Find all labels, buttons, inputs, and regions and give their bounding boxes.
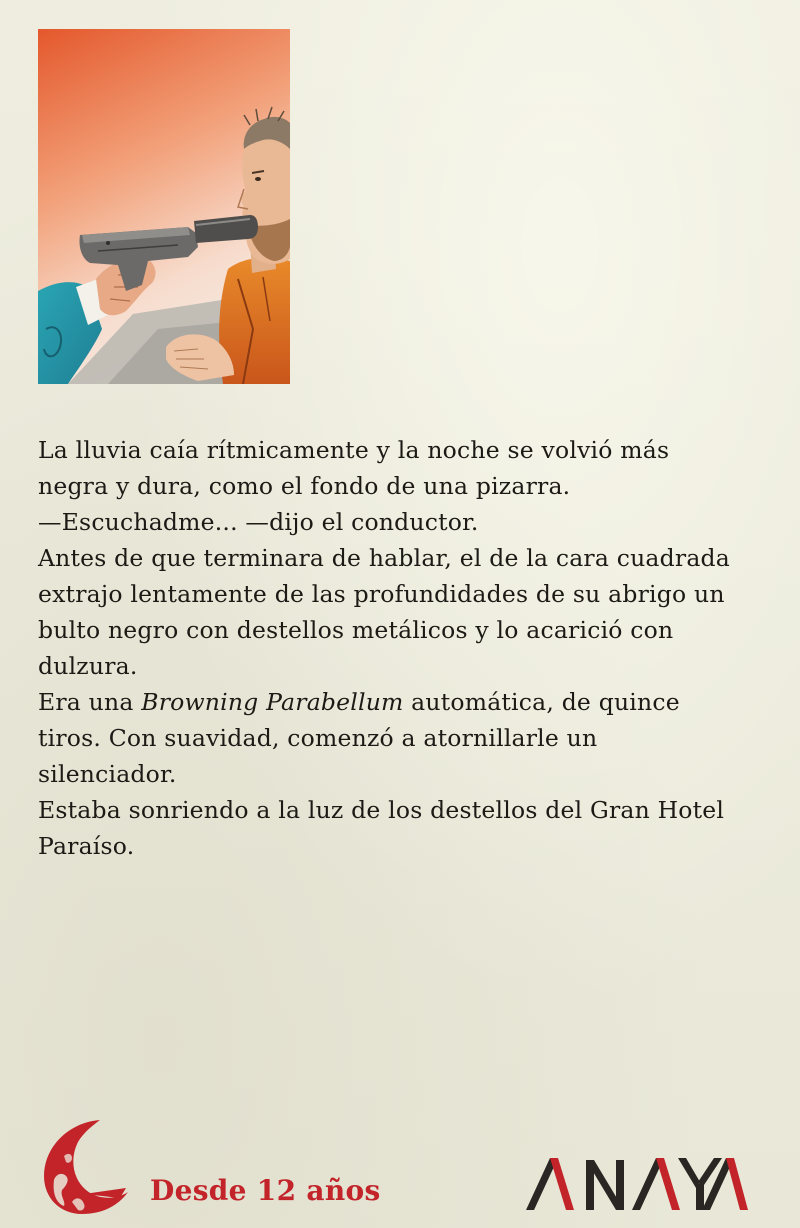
synopsis-paragraph: Antes de que terminara de hablar, el de la cara cuadrada extrajo lentamente de las profundidades de su abrigo un bulto negro con destellos metálicos y lo acarició con dulzura. bbox=[38, 544, 730, 680]
synopsis-text-run: Era una bbox=[38, 688, 142, 716]
anaya-logo bbox=[522, 1156, 750, 1212]
red-crescent-moon-logo bbox=[36, 1118, 132, 1216]
gun-to-mouth-illustration bbox=[38, 29, 290, 384]
age-recommendation: Desde 12 años bbox=[150, 1174, 381, 1207]
synopsis-paragraph: La lluvia caía rítmicamente y la noche se volvió más negra y dura, como el fondo de una pizarra. bbox=[38, 436, 670, 500]
synopsis-text-run: automática, de quince tiros. Con suavidad, comenzó a atornillarle un silenciador. bbox=[38, 688, 680, 788]
synopsis-paragraph: —Escuchadme... —dijo el conductor. bbox=[38, 508, 479, 536]
gun-model-emphasis: Browning Parabellum bbox=[141, 688, 404, 716]
cover-illustration bbox=[38, 29, 290, 384]
synopsis-paragraph bbox=[38, 684, 738, 792]
synopsis-paragraph: Estaba sonriendo a la luz de los destellos del Gran Hotel Paraíso. bbox=[38, 796, 725, 860]
synopsis-text bbox=[38, 432, 738, 864]
